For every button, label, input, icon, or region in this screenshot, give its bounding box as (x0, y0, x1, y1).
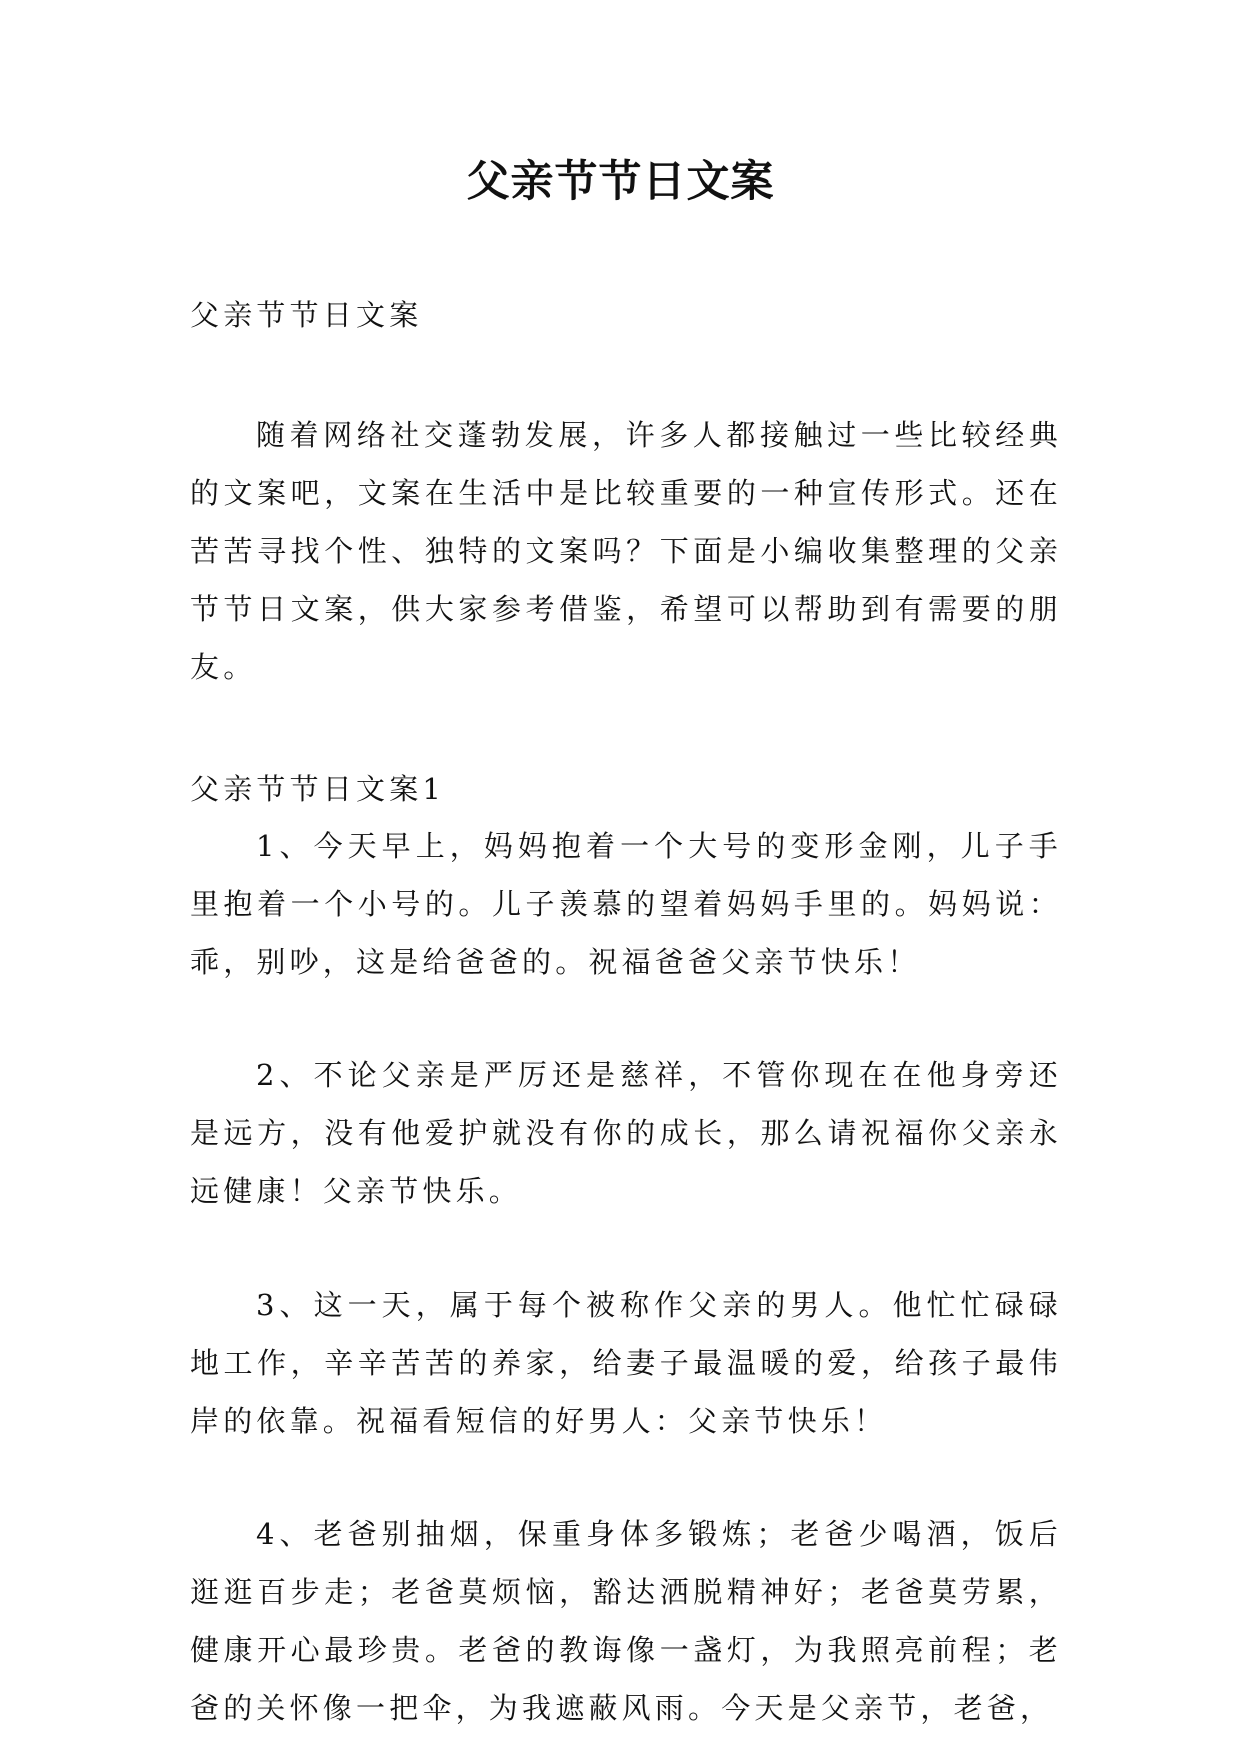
document-title: 父亲节节日文案 (466, 157, 775, 207)
section-heading: 父亲节节日文案1 (190, 772, 446, 806)
list-item: 1、今天早上，妈妈抱着一个大号的变形金刚，儿子手里抱着一个小号的。儿子羡慕的望着妈妈手里的。妈妈说：乖，别吵，这是给爸爸的。祝福爸爸父亲节快乐！ (190, 829, 1062, 979)
list-item: 3、这一天，属于每个被称作父亲的男人。他忙忙碌碌地工作，辛辛苦苦的养家，给妻子最温暖的爱，给孩子最伟岸的依靠。祝福看短信的好男人：父亲节快乐！ (190, 1288, 1062, 1438)
list-item: 4、老爸别抽烟，保重身体多锻炼；老爸少喝酒，饭后逛逛百步走；老爸莫烦恼，豁达洒脱精神好；老爸莫劳累，健康开心最珍贵。老爸的教诲像一盏灯，为我照亮前程；老爸的关怀像一把伞，为我遮蔽风雨。今天是父亲节，老爸， (190, 1517, 1062, 1725)
intro-paragraph: 随着网络社交蓬勃发展，许多人都接触过一些比较经典的文案吧，文案在生活中是比较重要的一种宣传形式。还在苦苦寻找个性、独特的文案吗？下面是小编收集整理的父亲节节日文案，供大家参考借鉴，希望可以帮助到有需要的朋友。 (190, 418, 1062, 684)
list-item: 2、不论父亲是严厉还是慈祥，不管你现在在他身旁还是远方，没有他爱护就没有你的成长，那么请祝福你父亲永远健康！父亲节快乐。 (190, 1058, 1062, 1208)
document-subtitle: 父亲节节日文案 (190, 298, 423, 332)
